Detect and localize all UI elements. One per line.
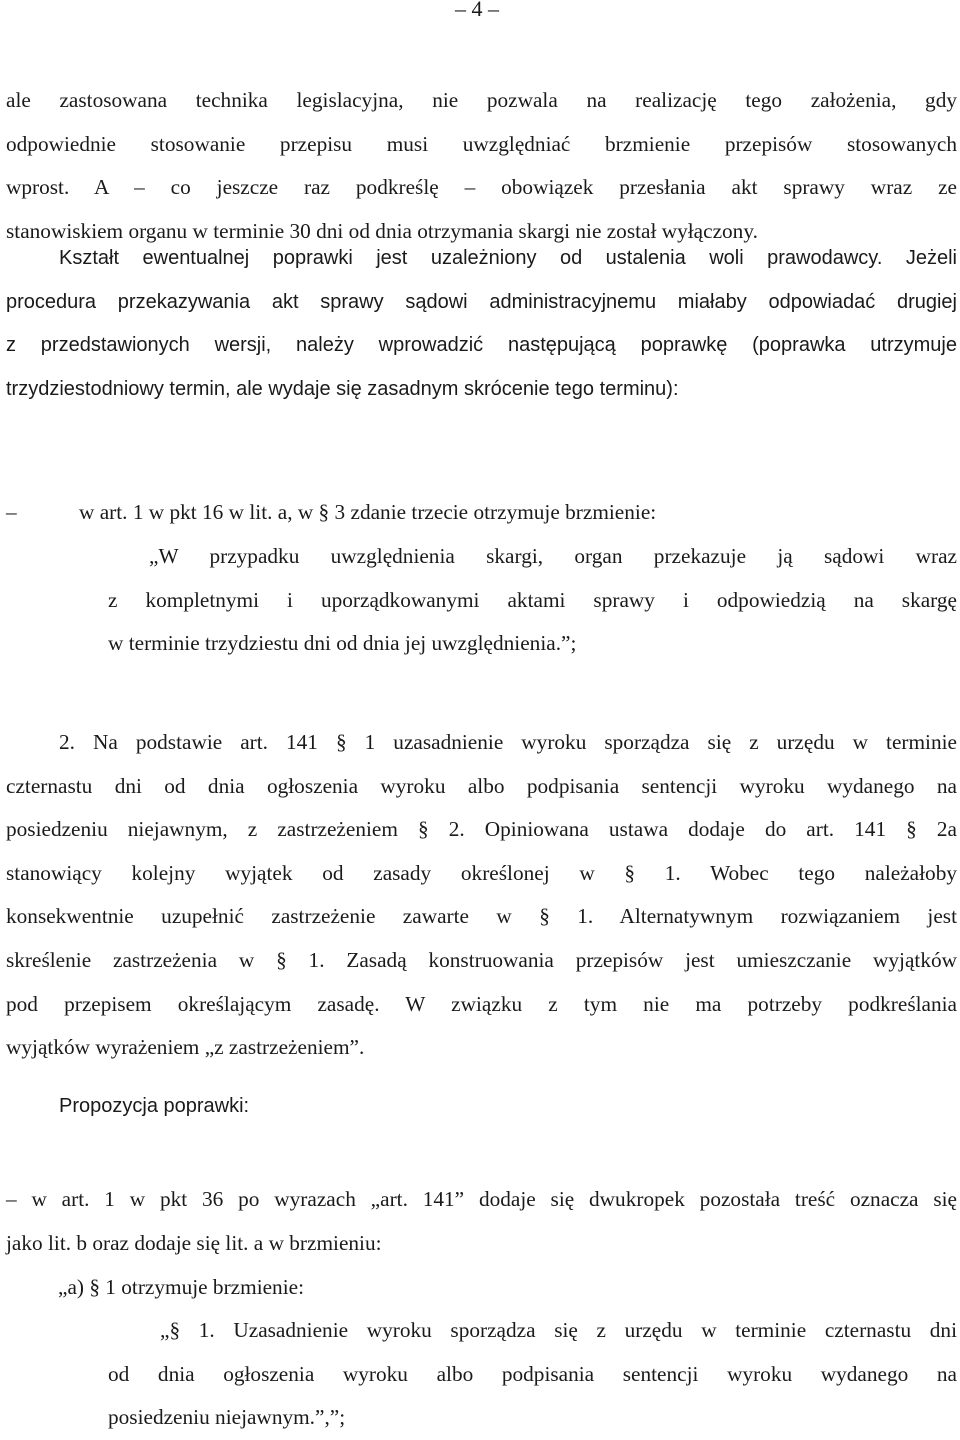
paragraph-3-line: pod przepisem określającym zasadę. W związku z tym nie ma potrzeby podkreślania — [6, 991, 957, 1016]
paragraph-3-line: stanowiący kolejny wyjątek od zasady określonej w § 1. Wobec tego należałoby — [6, 860, 957, 885]
page-number — [455, 0, 499, 22]
page-number-dash-right: – — [488, 0, 499, 21]
paragraph-3-line: 2. Na podstawie art. 141 § 1 uzasadnienie wyroku sporządza się z urzędu w terminie — [59, 730, 957, 754]
page-number-value: 4 — [471, 0, 483, 21]
proposal-heading: Propozycja poprawki: — [59, 1095, 250, 1117]
amendment-1-dash: – — [6, 500, 17, 524]
paragraph-1-line: wprost. A – co jeszcze raz podkreślę – obowiązek przesłania akt sprawy wraz ze — [6, 175, 957, 200]
paragraph-3-line: konsekwentnie uzupełnić zastrzeżenie zawarte w § 1. Alternatywnym rozwiązaniem jest — [6, 904, 957, 929]
paragraph-3-line: posiedzeniu niejawnym, z zastrzeżeniem § 2. Opiniowana ustawa dodaje do art. 141 § 2a — [6, 817, 957, 842]
amendment-1-quote-line: z kompletnymi i uporządkowanymi aktami sprawy i odpowiedzią na skargę — [108, 587, 957, 612]
paragraph-3-line: wyjątków wyrażeniem „z zastrzeżeniem”. — [6, 1035, 365, 1060]
paragraph-2-line: z przedstawionych wersji, należy wprowadzić następującą poprawkę (poprawka utrzymuje — [6, 334, 957, 357]
amendment-1-quote-line: w terminie trzydziestu dni od dnia jej uwzględnienia.”; — [108, 631, 577, 656]
paragraph-1 — [6, 79, 957, 253]
amendment-2 — [6, 1178, 957, 1265]
amendment-2-line: jako lit. b oraz dodaje się lit. a w brzmieniu: — [6, 1230, 382, 1255]
amendment-1 — [6, 491, 957, 535]
paragraph-1-line: stanowiskiem organu w terminie 30 dni od dnia otrzymania skargi nie został wyłączony. — [6, 218, 758, 243]
paragraph-2-line: trzydziestodniowy termin, ale wydaje się zasadnym skrócenie tego terminu): — [6, 377, 679, 400]
amendment-2-quote-line: od dnia ogłoszenia wyroku albo podpisania sentencji wyroku wydanego na — [108, 1361, 957, 1386]
amendment-1-quote-line: „W przypadku uwzględnienia skargi, organ przekazuje ją sądowi wraz — [149, 544, 957, 568]
paragraph-3-line: skreślenie zastrzeżenia w § 1. Zasadą konstruowania przepisów jest umieszczanie wyjątków — [6, 947, 957, 972]
amendment-1-intro-row — [6, 491, 957, 535]
paragraph-2 — [6, 237, 957, 411]
amendment-2-sub — [58, 1266, 957, 1310]
amendment-2-quote-line: „§ 1. Uzasadnienie wyroku sporządza się z urzędu w terminie czternastu dni — [160, 1318, 957, 1342]
amendment-2-quote-line: posiedzeniu niejawnym.”,”; — [108, 1405, 346, 1430]
paragraph-2-line: procedura przekazywania akt sprawy sądowi administracyjnemu miałaby odpowiadać drugiej — [6, 290, 957, 313]
amendment-1-intro: w art. 1 w pkt 16 w lit. a, w § 3 zdanie trzecie otrzymuje brzmienie: — [79, 500, 657, 524]
paragraph-2-line: Kształt ewentualnej poprawki jest uzależniony od ustalenia woli prawodawcy. Jeżeli — [59, 247, 957, 269]
amendment-2-sub-intro: „a) § 1 otrzymuje brzmienie: — [58, 1275, 304, 1299]
amendment-1-quote — [108, 535, 957, 666]
amendment-2-line: – w art. 1 w pkt 36 po wyrazach „art. 141” dodaje się dwukropek pozostała treść oznacza się — [6, 1187, 957, 1211]
paragraph-3-line: czternastu dni od dnia ogłoszenia wyroku albo podpisania sentencji wyroku wydanego na — [6, 773, 957, 798]
paragraph-3 — [6, 721, 957, 1070]
page-number-dash-left: – — [455, 0, 466, 21]
paragraph-1-line: odpowiednie stosowanie przepisu musi uwzględniać brzmienie przepisów stosowanych — [6, 131, 957, 156]
amendment-2-quote — [108, 1309, 957, 1440]
paragraph-1-line: ale zastosowana technika legislacyjna, nie pozwala na realizację tego założenia, gdy — [6, 88, 957, 112]
proposal-heading-block — [59, 1085, 957, 1129]
